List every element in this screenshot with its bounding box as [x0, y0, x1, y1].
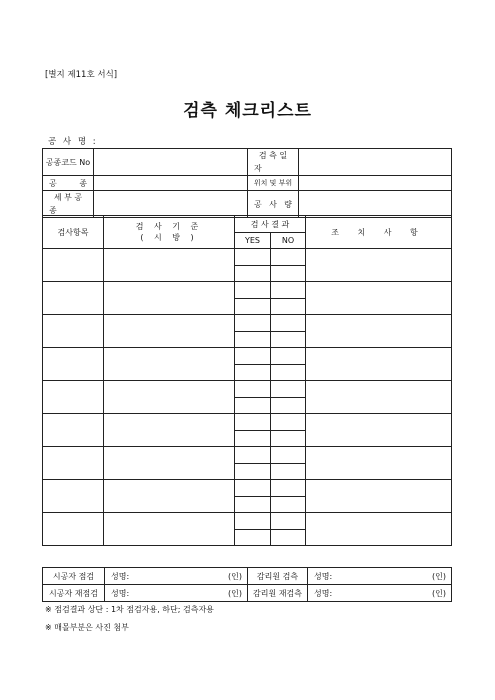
info-label: 검 측 일 자	[248, 149, 299, 176]
project-name-label: 공 사 명 :	[48, 137, 98, 147]
info-value-field[interactable]	[299, 176, 452, 191]
info-label: 세 부 공 종	[43, 191, 94, 218]
action-cell[interactable]	[306, 381, 452, 414]
result-yes-cell[interactable]	[235, 496, 271, 513]
result-yes-cell[interactable]	[235, 529, 271, 546]
result-yes-cell[interactable]	[235, 397, 271, 414]
inspection-item-cell[interactable]	[43, 282, 104, 315]
result-yes-cell[interactable]	[235, 315, 271, 332]
info-table	[42, 148, 452, 218]
action-cell[interactable]	[306, 414, 452, 447]
result-no-cell[interactable]	[271, 496, 306, 513]
action-cell[interactable]	[306, 480, 452, 513]
result-no-cell[interactable]	[271, 331, 306, 348]
seal-mark: (인)	[411, 568, 452, 585]
col-yes-header: YES	[235, 233, 271, 249]
seal-mark: (인)	[207, 568, 248, 585]
seal-mark: (인)	[207, 585, 248, 602]
col-criteria-header	[104, 216, 235, 249]
inspection-row	[43, 513, 452, 530]
signature-role: 감리원 재검측	[248, 585, 308, 602]
result-yes-cell[interactable]	[235, 282, 271, 299]
inspection-row	[43, 282, 452, 299]
inspection-item-cell[interactable]	[43, 348, 104, 381]
inspection-criteria-cell[interactable]	[104, 513, 235, 546]
result-no-cell[interactable]	[271, 513, 306, 530]
col-criteria-subtitle: ( 시 방 )	[140, 233, 198, 242]
signature-table	[42, 567, 452, 602]
action-cell[interactable]	[306, 513, 452, 546]
result-no-cell[interactable]	[271, 265, 306, 282]
info-label: 위치 및 부위	[248, 176, 299, 191]
result-no-cell[interactable]	[271, 348, 306, 365]
inspection-item-cell[interactable]	[43, 480, 104, 513]
inspection-criteria-cell[interactable]	[104, 282, 235, 315]
signature-role: 시공자 재점검	[43, 585, 105, 602]
result-no-cell[interactable]	[271, 282, 306, 299]
result-no-cell[interactable]	[271, 397, 306, 414]
result-no-cell[interactable]	[271, 249, 306, 266]
info-value-field[interactable]	[94, 176, 248, 191]
inspection-row	[43, 414, 452, 431]
action-cell[interactable]	[306, 348, 452, 381]
page-title: 검측 체크리스트	[183, 101, 312, 121]
info-label: 공 사 량	[248, 191, 299, 218]
inspection-item-cell[interactable]	[43, 249, 104, 282]
action-cell[interactable]	[306, 447, 452, 480]
inspection-table	[42, 215, 452, 546]
result-no-cell[interactable]	[271, 364, 306, 381]
seal-mark: (인)	[411, 585, 452, 602]
inspection-row	[43, 315, 452, 332]
action-cell[interactable]	[306, 315, 452, 348]
signature-row	[43, 568, 452, 585]
inspection-criteria-cell[interactable]	[104, 381, 235, 414]
result-yes-cell[interactable]	[235, 430, 271, 447]
action-cell[interactable]	[306, 282, 452, 315]
inspection-row	[43, 381, 452, 398]
info-label: 공종코드 No	[43, 149, 94, 176]
result-yes-cell[interactable]	[235, 249, 271, 266]
inspection-row	[43, 447, 452, 464]
inspection-row	[43, 249, 452, 266]
signature-name-field[interactable]: 성명:	[308, 585, 411, 602]
result-no-cell[interactable]	[271, 447, 306, 464]
info-row	[43, 176, 452, 191]
col-result-header: 검 사 결 과	[235, 216, 306, 233]
action-cell[interactable]	[306, 249, 452, 282]
result-no-cell[interactable]	[271, 414, 306, 431]
inspection-body	[43, 249, 452, 546]
signature-role: 감리원 검측	[248, 568, 308, 585]
inspection-row	[43, 480, 452, 497]
info-label: 공 종	[43, 176, 94, 191]
inspection-criteria-cell[interactable]	[104, 480, 235, 513]
footnote: ※ 점검결과 상단 : 1차 점검자용, 하단; 검측자용	[45, 605, 214, 614]
info-value-field[interactable]	[94, 149, 248, 176]
inspection-item-cell[interactable]	[43, 381, 104, 414]
inspection-criteria-cell[interactable]	[104, 447, 235, 480]
signature-name-field[interactable]: 성명:	[308, 568, 411, 585]
inspection-header-row	[43, 216, 452, 233]
inspection-criteria-cell[interactable]	[104, 315, 235, 348]
result-no-cell[interactable]	[271, 298, 306, 315]
result-no-cell[interactable]	[271, 480, 306, 497]
info-value-field[interactable]	[299, 191, 452, 218]
col-action-header: 조 치 사 항	[306, 216, 452, 249]
footnote: ※ 매몰부분은 사진 첨부	[45, 623, 129, 632]
inspection-item-cell[interactable]	[43, 447, 104, 480]
inspection-item-cell[interactable]	[43, 513, 104, 546]
result-yes-cell[interactable]	[235, 348, 271, 365]
form-number: [별지 제11호 서식]	[45, 70, 118, 80]
result-no-cell[interactable]	[271, 463, 306, 480]
result-yes-cell[interactable]	[235, 447, 271, 464]
result-yes-cell[interactable]	[235, 298, 271, 315]
inspection-item-cell[interactable]	[43, 315, 104, 348]
inspection-criteria-cell[interactable]	[104, 249, 235, 282]
signature-name-field[interactable]: 성명:	[105, 568, 207, 585]
inspection-criteria-cell[interactable]	[104, 414, 235, 447]
signature-name-field[interactable]: 성명:	[105, 585, 207, 602]
signature-row	[43, 585, 452, 602]
result-yes-cell[interactable]	[235, 331, 271, 348]
result-no-cell[interactable]	[271, 381, 306, 398]
result-no-cell[interactable]	[271, 315, 306, 332]
result-no-cell[interactable]	[271, 430, 306, 447]
info-value-field[interactable]	[299, 149, 452, 176]
result-yes-cell[interactable]	[235, 381, 271, 398]
result-yes-cell[interactable]	[235, 414, 271, 431]
result-yes-cell[interactable]	[235, 480, 271, 497]
col-criteria-title: 검 사 기 준	[135, 222, 203, 231]
info-row	[43, 191, 452, 218]
result-yes-cell[interactable]	[235, 265, 271, 282]
inspection-row	[43, 348, 452, 365]
col-no-header: NO	[271, 233, 306, 249]
col-item-header: 검사항목	[43, 216, 104, 249]
result-yes-cell[interactable]	[235, 463, 271, 480]
inspection-criteria-cell[interactable]	[104, 348, 235, 381]
inspection-item-cell[interactable]	[43, 414, 104, 447]
signature-role: 시공자 점검	[43, 568, 105, 585]
info-row	[43, 149, 452, 176]
result-yes-cell[interactable]	[235, 364, 271, 381]
result-no-cell[interactable]	[271, 529, 306, 546]
info-value-field[interactable]	[94, 191, 248, 218]
result-yes-cell[interactable]	[235, 513, 271, 530]
